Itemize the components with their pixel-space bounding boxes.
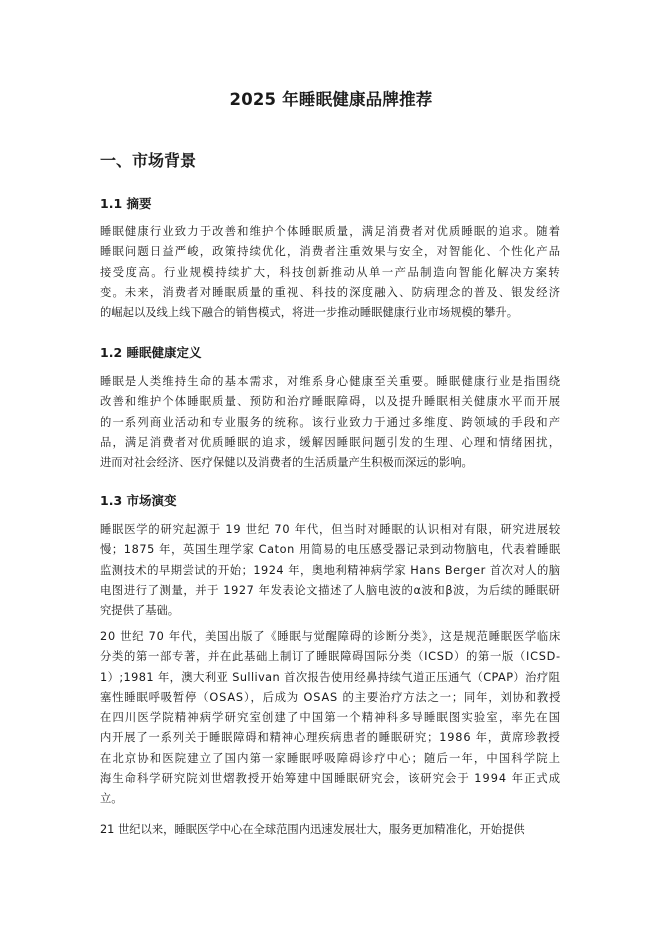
paragraph-line: 电图进行了测量，并于 1927 年发表论文描述了人脑电波的α波和β波，为后续的睡眠研 bbox=[100, 583, 561, 597]
paragraph-line: 改善和维护个体睡眠质量、预防和治疗睡眠障碍，以及提升睡眠相关健康水平而开展 bbox=[100, 395, 562, 409]
paragraph-line: 塞性睡眠呼吸暂停（OSAS），后成为 OSAS 的主要治疗方法之一；同年，刘协和教授 bbox=[100, 690, 562, 704]
paragraph-line: 分类的第一部专著，并在此基础上制订了睡眠障碍国际分类（ICSD）的第一版（ICSD- bbox=[100, 650, 561, 664]
subsection-heading-summary: 1.1 摘要 bbox=[100, 196, 152, 211]
paragraph-line: 变。未来，消费者对睡眠质量的重视、科技的深度融入、防病理念的普及、银发经济 bbox=[100, 285, 562, 299]
paragraph-line: 监测技术的早期尝试的开始；1924 年，奥地利精神病学家 Hans Berger 首次对人的脑 bbox=[100, 563, 561, 577]
subsection-heading-definition: 1.2 睡眠健康定义 bbox=[100, 345, 202, 360]
subsection-heading-market-evolution: 1.3 市场演变 bbox=[100, 493, 177, 508]
section-heading-market-background: 一、市场背景 bbox=[100, 151, 197, 170]
paragraph-line: 立。 bbox=[100, 792, 123, 806]
paragraph-line: 1）;1981 年，澳大利亚 Sullivan 首次报告使用经鼻持续气道正压通气（CPAP）治疗阻 bbox=[100, 670, 561, 684]
paragraph-line: 的崛起以及线上线下融合的销售模式，将进一步推动睡眠健康行业市场规模的攀升。 bbox=[100, 306, 518, 320]
document-title: 2025 年睡眠健康品牌推荐 bbox=[229, 90, 433, 109]
paragraph-line: 究提供了基础。 bbox=[100, 604, 180, 618]
paragraph-line: 睡眠医学的研究起源于 19 世纪 70 年代，但当时对睡眠的认识相对有限，研究进展较 bbox=[100, 523, 562, 536]
paragraph-line: 接受度高。行业规模持续扩大，科技创新推动从单一产品制造向智能化解决方案转 bbox=[100, 265, 562, 279]
paragraph-line: 的一系列商业活动和专业服务的统称。该行业致力于通过多维度、跨领域的手段和产 bbox=[100, 415, 562, 429]
definition-paragraph bbox=[100, 372, 562, 473]
paragraph-line: 慢；1875 年，英国生理学家 Caton 用简易的电压感受器记录到动物脑电，代表着睡眠 bbox=[100, 543, 561, 557]
paragraph-line: 在北京协和医院建立了国内第一家睡眠呼吸障碍诊疗中心；随后一年，中国科学院上 bbox=[100, 751, 562, 765]
evolution-paragraph-1 bbox=[100, 520, 562, 621]
paragraph-line: 睡眠健康行业致力于改善和维护个体睡眠质量，满足消费者对优质睡眠的追求。随着 bbox=[100, 225, 562, 238]
paragraph-line: 睡眠是人类维持生命的基本需求，对维系身心健康至关重要。睡眠健康行业是指围绕 bbox=[100, 375, 562, 388]
paragraph-line: 睡眠问题日益严峻，政策持续优化，消费者注重效果与安全，对智能化、个性化产品 bbox=[100, 245, 562, 259]
paragraph-line: 进而对社会经济、医疗保健以及消费者的生活质量产生积极而深远的影响。 bbox=[100, 456, 473, 470]
evolution-paragraph-3 bbox=[100, 820, 562, 840]
paragraph-line: 21 世纪以来，睡眠医学中心在全球范围内迅速发展壮大，服务更加精准化，开始提供 bbox=[100, 823, 525, 836]
summary-paragraph bbox=[100, 222, 562, 323]
paragraph-line: 内开展了一系列关于睡眠障碍和精神心理疾病患者的睡眠研究；1986 年，黄席珍教授 bbox=[100, 731, 561, 745]
paragraph-line: 品，满足消费者对优质睡眠的追求，缓解因睡眠问题引发的生理、心理和情绪困扰， bbox=[100, 435, 562, 449]
paragraph-line: 在四川医学院精神病学研究室创建了中国第一个精神科多导睡眠图实验室，率先在国 bbox=[100, 711, 562, 725]
evolution-paragraph-2 bbox=[100, 627, 562, 810]
paragraph-line: 海生命科学研究院刘世熠教授开始筹建中国睡眠研究会，该研究会于 1994 年正式成 bbox=[100, 772, 562, 786]
paragraph-line: 20 世纪 70 年代，美国出版了《睡眠与觉醒障碍的诊断分类》，这是规范睡眠医学临床 bbox=[100, 630, 562, 643]
